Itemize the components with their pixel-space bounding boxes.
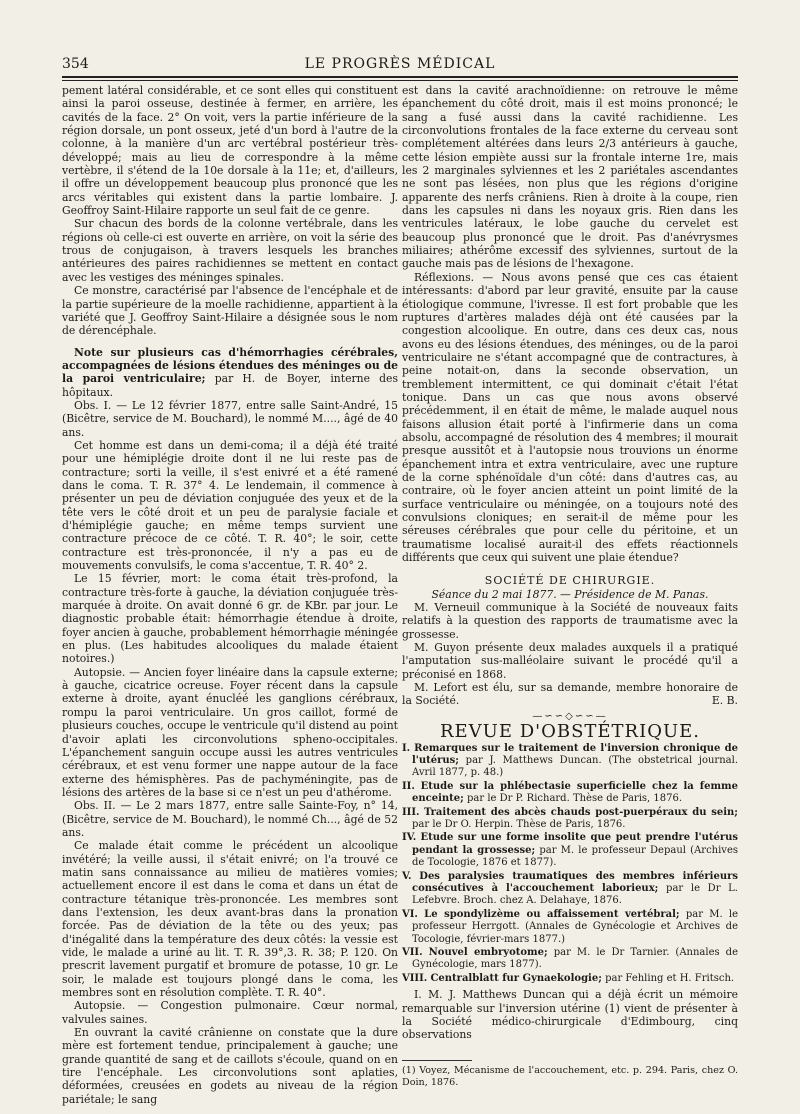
item-number: I.: [402, 742, 411, 754]
right-column: [402, 84, 738, 1089]
item-title: Remarques sur le traitement de l'inversion chronique de l'utérus;: [412, 742, 738, 766]
page-number: 354: [62, 56, 89, 72]
list-item: [402, 807, 738, 832]
item-title: Etude sur la phlébectasie superficielle chez la femme enceinte;: [412, 780, 738, 805]
item-title: Traitement des abcès chauds post-puerpéraux du sein;: [423, 806, 738, 818]
item-title: Etude sur une forme insolite que peut prendre l'utérus pendant la grossesse;: [412, 832, 738, 856]
paragraph: Ce malade était comme le précédent un alcoolique invétéré; la veille aussi, il s'était enivré; on l'a trouvé ce matin sans connaissance au milieu de matières vomies; actuellement encore il est dans le coma et dans un état de contracture tétanique très-prononcée. Les membres sont dans l'extension, les deux avant-bras dans la pronation forcée. Pas de déviation de la tête ou des yeux; pas d'inégalité dans la température des deux côtés: la vessie est vide, le malade a uriné au lit. T. R. 39°,3. R. 38; P. 120. On prescrit lavement purgatif et bromure de potasse, 10 gr. Le soir, le malade est toujours plongé dans le coma, les membres sont en résolution complète. T. R. 40°.: [62, 839, 398, 1000]
journal-title: LE PROGRÈS MÉDICAL: [304, 56, 496, 72]
item-number: V.: [402, 870, 412, 882]
list-item: [402, 947, 738, 972]
signature: E. B.: [711, 694, 738, 708]
paragraph: En ouvrant la cavité crânienne on constate que la dure mère est fortement tendue, principalement à gauche; une grande quantité de sang et de caillots s'écoule, quand on en tire l'encéphale. Les circonvolutions sont aplaties, déformées, creusées en godets au niveau de la région pariétale; le sang: [62, 1026, 398, 1106]
societe-last-line: M. Lefort est élu, sur sa demande, membre honoraire de la Société.: [402, 681, 738, 708]
paragraph: Obs. II. — Le 2 mars 1877, entre salle Sainte-Foy, n° 14, (Bicêtre, service de M. Bouchard), le nommé Ch..., âgé de 52 ans.: [62, 799, 398, 839]
paragraph: M. Guyon présente deux malades auxquels il a pratiqué l'amputation sus-malléolaire suivant le procédé qu'il a préconisé en 1868.: [402, 641, 738, 681]
item-ref: par le Dr O. Herpin. Thèse de Paris, 1876.: [412, 818, 626, 830]
revue-intro: I. M. J. Matthews Duncan qui a déjà écrit un mémoire remarquable sur l'inversion utérine (1) vient de présenter à la Société médico-chirurgicale d'Edimbourg, cinq observations: [402, 988, 738, 1042]
societe-title: SOCIÉTÉ DE CHIRURGIE.: [484, 574, 656, 588]
header-rule-thin: [62, 80, 738, 81]
paragraph: Cet homme est dans un demi-coma; il a déjà été traité pour une hémiplégie droite dont il ne lui reste pas de contracture; sorti la veille, il s'est enivré et a été ramené dans le coma. T. R. 37° 4. Le lendemain, il commence à présenter un peu de déviation conjuguée des yeux et de la tête vers le côté droit et un peu de paralysie faciale et d'hémiplégie gauche; en même temps survient une contracture précoce de ce côté. T. R. 40°; le soir, cette contracture est très-prononcée, il n'y a pas eu de mouvements convulsifs, le coma s'accentue, T. R. 40° 2.: [62, 438, 398, 573]
item-ref: par J. Matthews Duncan. (The obstetrical journal. Avril 1877, p. 48.): [412, 754, 738, 779]
revue-title: REVUE D'OBSTÉTRIQUE.: [439, 721, 701, 743]
paragraph: Autopsie. — Ancien foyer linéaire dans la capsule externe; à gauche, cicatrice ocreuse. Foyer récent dans la capsule externe à droite, ayant énucléé les ganglions cérébraux, rompu la paroi ventriculaire. Un gros caillot, formé de plusieurs couches, occupe le ventricule qu'il distend au point d'avoir aplati les circonvolutions spheno-occipitales. L'épanchement sanguin occupe aussi les autres ventricules cérébraux, et est venu former une nappe autour de la face externe des hémisphères. Pas de pachyméningite, pas de lésions des artères de la base si ce n'est un peu d'athérome.: [62, 665, 398, 799]
item-number: VI.: [402, 908, 418, 920]
item-title: Nouvel embryotome;: [428, 947, 548, 958]
item-number: II.: [402, 780, 415, 792]
paragraph: Le 15 février, mort: le coma était très-profond, la contracture très-forte à gauche, la déviation conjuguée très-marquée à droite. On avait donné 6 gr. de KBr. par jour. Le diagnostic probable était: hémorrhagie étendue à droite, foyer ancien à gauche, probablement hémorrhagie méningée en plus. (Les habitudes alcooliques du malade étaient notoires.): [62, 572, 398, 666]
list-item: [402, 781, 738, 806]
item-number: VII.: [402, 947, 423, 958]
list-item: [402, 871, 738, 908]
list-item: [402, 973, 738, 985]
item-title: Centralblatt fur Gynaekologie;: [430, 972, 602, 984]
item-ref: par le Dr P. Richard. Thèse de Paris, 1876.: [467, 793, 683, 805]
page-header: [62, 56, 738, 76]
header-rule: [62, 76, 738, 78]
paragraph: Réflexions. — Nous avons pensé que ces cas étaient intéressants: d'abord par leur gravité, ensuite par la cause étiologique commune, l'ivresse. Il est fort probable que les ruptures d'artères malades déjà ont été causées par la congestion alcoolique. En outre, dans ces deux cas, nous avons eu des lésions étendues, des méninges, ou de la paroi ventriculaire ne s'étant accompagné que de contractures, à peine notait-on, dans la seconde observation, un tremblement intermittent, ce qui dominait c'était l'état tonique. Dans un cas que nous avons observé précédemment, il en était de même, le malade auquel nous faisons allusion était porté à l'infirmerie dans un coma absolu, accompagné de résolution des 4 membres; il mourait presque aussitôt et à l'autopsie nous trouvions un énorme épanchement intra et extra ventriculaire, avec une rupture de la corne sphénoïdale d'un côté: dans d'autres cas, au contraire, où le foyer ancien atteint un point limité de la surface ventriculaire ou méningée, on a toujours noté des convulsions cloniques; en serait-il de même pour les séreuses cérébrales que pour celle du péritoine, et un traumatisme localisé aurait-il des effets réactionnels différents que ceux qui suivent une plaie étendue?: [402, 270, 738, 565]
paragraph: Obs. I. — Le 12 février 1877, entre salle Saint-André, 15 (Bicêtre, service de M. Bouchard), le nommé M...., âgé de 40 ans.: [62, 398, 398, 439]
note-author: par H. de Boyer, interne des hôpitaux.: [62, 372, 398, 399]
paragraph: Autopsie. — Congestion pulmonaire. Cœur normal, valvules saines.: [62, 999, 398, 1026]
paragraph: est dans la cavité arachnoïdienne: on retrouve le même épanchement du côté droit, mais il est moins prononcé; le sang a fusé aussi dans la cavité rachidienne. Les circonvolutions frontales de la face externe du cerveau sont complétement altérées dans leurs 2/3 antérieurs à gauche, cette lésion empiète aussi sur la frontale interne 1re, mais les 2 marginales sylviennes et les 2 pariétales ascendantes ne sont pas lésées, non plus que les régions d'origine apparente des nerfs crâniens. Rien à droite à la coupe, rien dans les capsules ni dans les noyaux gris. Rien dans les ventricules latéraux, le lobe gauche du cervelet est beaucoup plus prononcé que le droit. Pas d'anévrysmes miliaires; athérôme excessif des sylviennes, surtout de la gauche mais pas de lésions de l'hexagone.: [402, 84, 738, 271]
paragraph: M. Verneuil communique à la Société de nouveaux faits relatifs à la question des rapports de traumatisme avec la grossesse.: [402, 601, 738, 641]
footnote-rule: [402, 1060, 472, 1061]
list-item: [402, 832, 738, 869]
note-title: Note sur plusieurs cas d'hémorrhagies cérébrales, accompagnées de lésions étendues des méninges ou de la paroi ventriculaire;: [62, 345, 398, 386]
ornament-divider: —∽∽◇∽∽—: [532, 710, 608, 722]
seance-line: Séance du 2 mai 1877. — Présidence de M. Panas.: [431, 587, 709, 601]
list-item: [402, 743, 738, 780]
item-title: Des paralysies traumatiques des membres inférieurs consécutives à l'accouchement laborieux;: [412, 870, 738, 894]
paragraph: Sur chacun des bords de la colonne vertébrale, dans les régions où celle-ci est ouverte en arrière, on voit la série des trous de conjugaison, à travers lesquels les branches antérieures des paires rachidiennes se mettent en contact avec les vestiges des méninges spinales.: [62, 217, 398, 284]
paragraph: [402, 681, 738, 708]
item-ref: par le Dr L. Lefebvre. Broch. chez A. Delahaye, 1876.: [412, 882, 738, 907]
revue-items: [402, 743, 738, 986]
item-title: Le spondylizème ou affaissement vertébral;: [424, 908, 680, 920]
list-item: [402, 909, 738, 946]
item-number: IV.: [402, 832, 417, 844]
item-number: VIII.: [402, 972, 428, 984]
paragraph: pement latéral considérable, et ce sont elles qui constituent ainsi la paroi osseuse, destinée à fermer, en arrière, les cavités de la face. 2° On voit, vers la partie inférieure de la région dorsale, un pont osseux, jeté d'un bord à l'autre de la colonne, à la manière d'un arc vertébral postérieur très-développé; mais au lieu de correspondre à la même vertèbre, il s'étend de la 10e dorsale à la 11e; et, d'ailleurs, il offre un développement beaucoup plus prononcé que les arcs véritables qui existent dans la partie lombaire. J. Geoffroy Saint-Hilaire rapporte un seul fait de ce genre.: [62, 84, 398, 218]
item-ref: par M. le professeur Herrgott. (Annales de Gynécologie et Archives de Tocologie, février-mars 1877.): [412, 908, 738, 945]
item-number: III.: [402, 806, 420, 818]
left-column: [62, 84, 398, 1106]
item-ref: par M. le Dr Tarnier. (Annales de Gynécologie, mars 1877).: [412, 947, 738, 971]
note-heading: [62, 346, 398, 399]
item-ref: par M. le professeur Depaul (Archives de Tocologie, 1876 et 1877).: [412, 844, 739, 869]
footnote: (1) Voyez, Mécanisme de l'accouchement, etc. p. 294. Paris, chez O. Doin, 1876.: [402, 1064, 738, 1088]
paragraph: Ce monstre, caractérisé par l'absence de l'encéphale et de la partie supérieure de la moelle rachidienne, appartient à la variété que J. Geoffroy Saint-Hilaire a désignée sous le nom de dérencéphale.: [62, 284, 398, 338]
item-ref: par Fehling et H. Fritsch.: [605, 972, 735, 984]
